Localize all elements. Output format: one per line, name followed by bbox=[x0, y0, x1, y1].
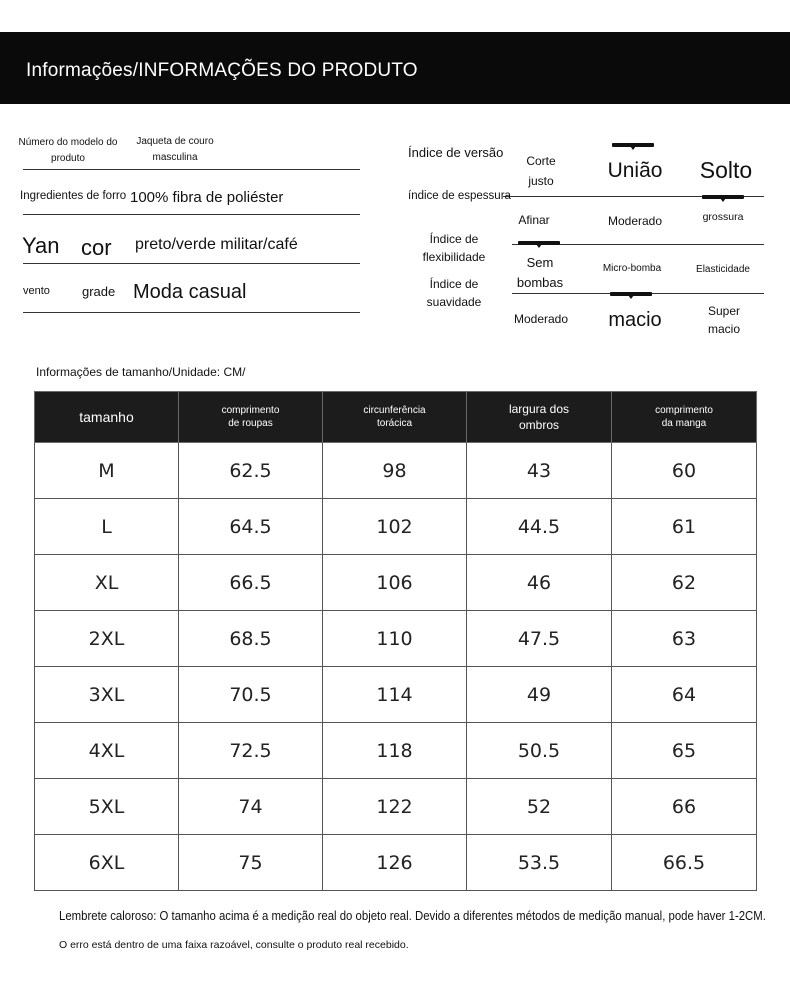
table-cell: M bbox=[35, 443, 179, 499]
table-cell: 114 bbox=[323, 667, 467, 723]
table-cell: L bbox=[35, 499, 179, 555]
table-row bbox=[35, 555, 757, 611]
table-cell: 44.5 bbox=[467, 499, 612, 555]
table-cell: 70.5 bbox=[179, 667, 323, 723]
softness-option-moderate: Moderado bbox=[513, 312, 569, 326]
table-cell: 53.5 bbox=[467, 835, 612, 891]
table-cell: 47.5 bbox=[467, 611, 612, 667]
table-cell: 122 bbox=[323, 779, 467, 835]
table-cell: 4XL bbox=[35, 723, 179, 779]
table-cell: XL bbox=[35, 555, 179, 611]
table-cell: 63 bbox=[612, 611, 757, 667]
reminder-note: Lembrete caloroso: O tamanho acima é a medição real do objeto real. Devido a diferentes métodos de medição manual, pode haver 1-2CM. bbox=[59, 908, 766, 923]
table-cell: 49 bbox=[467, 667, 612, 723]
divider bbox=[23, 263, 360, 264]
version-index-label: Índice de versão bbox=[408, 145, 504, 160]
style-label-a: vento bbox=[23, 285, 50, 297]
model-value: Jaqueta de couro masculina bbox=[136, 136, 214, 163]
header-sleeve: comprimento da manga bbox=[612, 392, 757, 443]
thickness-level-marker bbox=[518, 241, 560, 245]
lining-value: 100% fibra de poliéster bbox=[130, 189, 284, 206]
divider bbox=[23, 214, 360, 215]
size-table-header-row bbox=[35, 392, 757, 443]
color-value: preto/verde militar/café bbox=[135, 236, 298, 253]
page-title: Informações/INFORMAÇÕES DO PRODUTO bbox=[26, 60, 418, 81]
table-cell: 110 bbox=[323, 611, 467, 667]
table-row bbox=[35, 723, 757, 779]
table-cell: 126 bbox=[323, 835, 467, 891]
flex-option-none: Sem bombas bbox=[516, 255, 564, 290]
flex-option-elastic: Elasticidade bbox=[696, 264, 750, 275]
header-size: tamanho bbox=[35, 392, 179, 443]
thickness-option-moderate: Moderado bbox=[607, 214, 663, 228]
thickness-option-thin: Afinar bbox=[518, 213, 550, 227]
softness-index-label: Índice de suavidade bbox=[426, 277, 482, 309]
flex-level-marker bbox=[610, 292, 652, 296]
table-cell: 60 bbox=[612, 443, 757, 499]
flex-option-micro: Micro-bomba bbox=[602, 263, 662, 274]
table-cell: 74 bbox=[179, 779, 323, 835]
header-length: comprimento de roupas bbox=[179, 392, 323, 443]
header-shoulder: largura dos ombros bbox=[467, 392, 612, 443]
table-cell: 43 bbox=[467, 443, 612, 499]
table-cell: 46 bbox=[467, 555, 612, 611]
style-label-b: grade bbox=[82, 284, 116, 299]
table-cell: 65 bbox=[612, 723, 757, 779]
table-cell: 66.5 bbox=[612, 835, 757, 891]
flex-index-label: Índice de flexibilidade bbox=[422, 232, 486, 264]
version-option-loose: Solto bbox=[699, 157, 753, 183]
table-cell: 50.5 bbox=[467, 723, 612, 779]
table-cell: 66.5 bbox=[179, 555, 323, 611]
table-cell: 5XL bbox=[35, 779, 179, 835]
thickness-index-label: índice de espessura bbox=[408, 190, 511, 202]
style-value: Moda casual bbox=[133, 281, 247, 303]
table-cell: 98 bbox=[323, 443, 467, 499]
size-table bbox=[34, 391, 757, 891]
table-row bbox=[35, 835, 757, 891]
softness-option-soft: macio bbox=[608, 309, 662, 331]
version-option-fit: Corte justo bbox=[526, 154, 556, 188]
header-bar bbox=[0, 32, 790, 104]
table-cell: 52 bbox=[467, 779, 612, 835]
table-row bbox=[35, 667, 757, 723]
thickness-option-thick: grossura bbox=[702, 211, 744, 223]
version-option-union: União bbox=[607, 159, 663, 182]
size-table-caption: Informações de tamanho/Unidade: CM/ bbox=[36, 365, 246, 379]
divider bbox=[23, 312, 360, 313]
softness-option-super-soft: Super macio bbox=[707, 304, 741, 336]
header-chest: circunferência torácica bbox=[323, 392, 467, 443]
table-cell: 64.5 bbox=[179, 499, 323, 555]
table-cell: 64 bbox=[612, 667, 757, 723]
model-label: Número do modelo do produto bbox=[18, 137, 118, 164]
table-row bbox=[35, 779, 757, 835]
color-label-b: cor bbox=[81, 235, 112, 260]
table-cell: 68.5 bbox=[179, 611, 323, 667]
table-cell: 102 bbox=[323, 499, 467, 555]
table-cell: 2XL bbox=[35, 611, 179, 667]
table-row bbox=[35, 499, 757, 555]
version-level-marker-2 bbox=[702, 195, 744, 199]
table-cell: 62 bbox=[612, 555, 757, 611]
table-cell: 118 bbox=[323, 723, 467, 779]
error-note: O erro está dentro de uma faixa razoável, consulte o produto real recebido. bbox=[59, 939, 409, 951]
table-cell: 6XL bbox=[35, 835, 179, 891]
table-cell: 62.5 bbox=[179, 443, 323, 499]
table-row bbox=[35, 443, 757, 499]
color-label-a: Yan bbox=[22, 233, 60, 258]
table-cell: 106 bbox=[323, 555, 467, 611]
version-level-marker bbox=[612, 143, 654, 147]
table-cell: 72.5 bbox=[179, 723, 323, 779]
table-cell: 61 bbox=[612, 499, 757, 555]
table-cell: 66 bbox=[612, 779, 757, 835]
table-cell: 75 bbox=[179, 835, 323, 891]
divider bbox=[23, 169, 360, 170]
lining-label: Ingredientes de forro bbox=[20, 190, 127, 202]
table-row bbox=[35, 611, 757, 667]
table-cell: 3XL bbox=[35, 667, 179, 723]
